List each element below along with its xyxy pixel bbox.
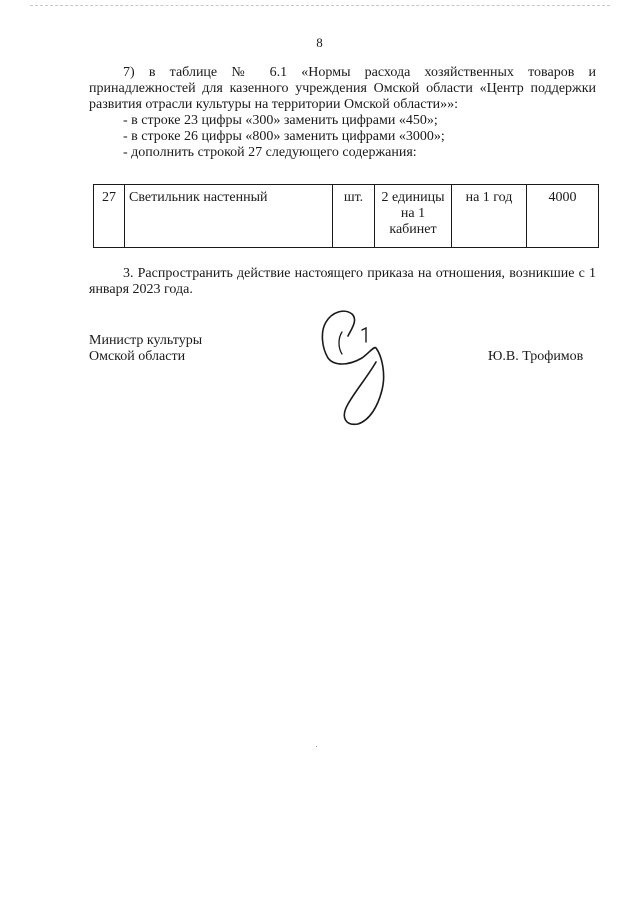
handwritten-signature (318, 296, 390, 431)
signer-position (89, 333, 202, 365)
quantity-line: на 1 (400, 206, 426, 221)
scan-top-edge (30, 5, 610, 6)
quantity-line: кабинет (389, 222, 437, 237)
term-cell: на 1 год (452, 185, 527, 248)
table-row (94, 185, 599, 248)
list-item: - дополнить строкой 27 следующего содержания: (123, 145, 417, 160)
unit-cell: шт. (333, 185, 375, 248)
signer-position-line: Министр культуры (89, 333, 203, 348)
signer-name: Ю.В. Трофимов (488, 349, 584, 364)
item-name-cell: Светильник настенный (125, 185, 333, 248)
row-number-cell: 27 (94, 185, 125, 248)
list-item: - в строке 26 цифры «800» заменить цифрами «3000»; (123, 129, 445, 144)
list-item: - в строке 23 цифры «300» заменить цифрами «450»; (123, 113, 438, 128)
quantity-line: 2 единицы (381, 190, 445, 205)
page-number: 8 (316, 35, 323, 50)
signer-position-line: Омской области (89, 349, 186, 364)
price-cell: 4000 (527, 185, 599, 248)
paragraph-7 (89, 65, 596, 161)
quantity-cell (375, 185, 452, 248)
paragraph-3: 3. Распространить действие настоящего приказа на отношения, возникшие с 1 января 2023 года. (89, 266, 596, 297)
norms-table (93, 184, 599, 248)
scan-speck (316, 746, 317, 747)
paragraph-7-text: 7) в таблице № 6.1 «Нормы расхода хозяйственных товаров и принадлежностей для казенного учреждения Омской области «Центр поддержки развития отрасли культуры на территории Омской области»»: (89, 65, 596, 112)
